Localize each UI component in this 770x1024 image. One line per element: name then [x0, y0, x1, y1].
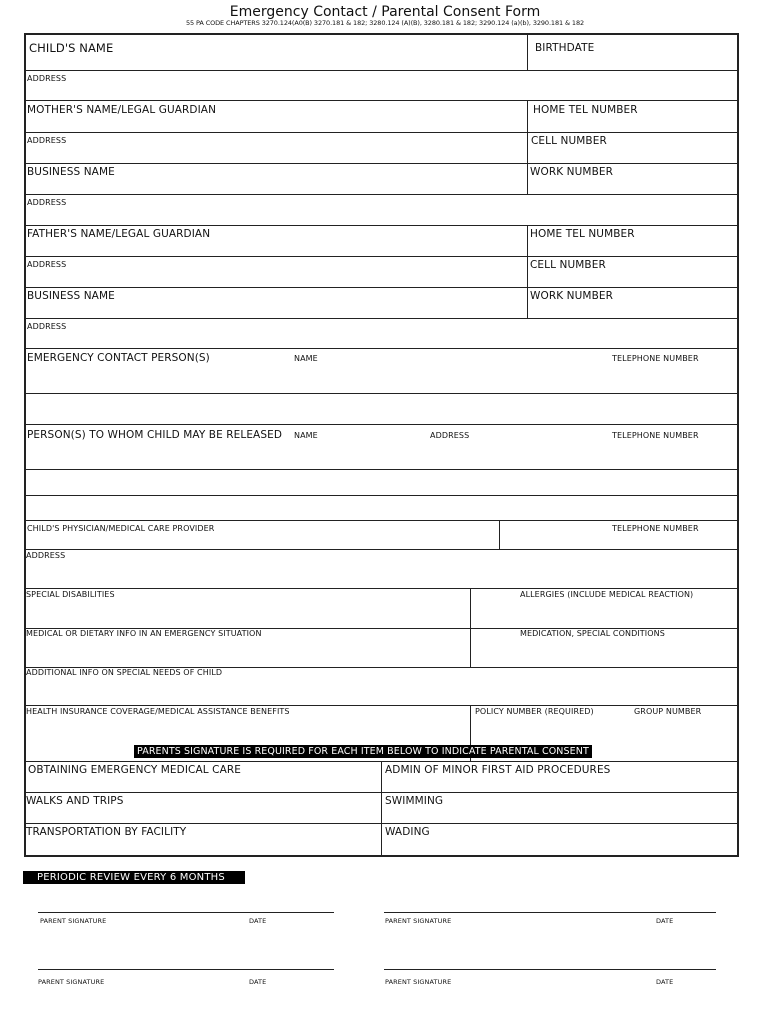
signature-line [384, 969, 716, 970]
childs-name-label: CHILD'S NAME [29, 41, 114, 55]
additional-info-label: ADDITIONAL INFO ON SPECIAL NEEDS OF CHILD [26, 668, 223, 677]
row-line [24, 163, 738, 164]
release-address-label: ADDRESS [430, 431, 470, 440]
signature-line [38, 912, 334, 913]
row-line [24, 194, 738, 195]
emergency-tel-label: TELEPHONE NUMBER [612, 354, 699, 363]
top-border [24, 33, 738, 35]
mother-work-label: WORK NUMBER [530, 166, 613, 178]
child-address-label: ADDRESS [27, 74, 67, 83]
mother-home-tel-label: HOME TEL NUMBER [533, 104, 638, 116]
row-line [24, 256, 738, 257]
physician-label: CHILD'S PHYSICIAN/MEDICAL CARE PROVIDER [27, 524, 215, 533]
col-divider [499, 520, 500, 549]
father-cell-label: CELL NUMBER [530, 259, 606, 271]
parent-signature-label: PARENT SIGNATURE [385, 978, 452, 986]
col-divider [527, 100, 528, 194]
col-divider [527, 33, 528, 70]
consent-emergency-care: OBTAINING EMERGENCY MEDICAL CARE [28, 764, 241, 776]
date-label: DATE [656, 978, 674, 986]
signature-line [38, 969, 334, 970]
row-line [24, 705, 738, 706]
right-border [737, 33, 739, 857]
group-number-label: GROUP NUMBER [634, 707, 702, 716]
parent-signature-label: PARENT SIGNATURE [385, 917, 452, 925]
policy-number-label: POLICY NUMBER (REQUIRED) [475, 707, 594, 716]
release-tel-label: TELEPHONE NUMBER [612, 431, 699, 440]
dietary-info-label: MEDICAL OR DIETARY INFO IN AN EMERGENCY SITUATION [26, 629, 262, 638]
father-business-address-label: ADDRESS [27, 322, 67, 331]
father-address-label: ADDRESS [27, 260, 67, 269]
col-divider [527, 225, 528, 318]
row-line [24, 393, 738, 394]
mother-name-label: MOTHER'S NAME/LEGAL GUARDIAN [27, 104, 217, 116]
mother-cell-label: CELL NUMBER [531, 135, 607, 147]
row-line [24, 588, 738, 589]
form-title: Emergency Contact / Parental Consent Form [229, 4, 541, 20]
special-disabilities-label: SPECIAL DISABILITIES [26, 590, 115, 599]
periodic-review-banner: PERIODIC REVIEW EVERY 6 MONTHS [23, 871, 245, 884]
birthdate-label: BIRTHDATE [535, 42, 595, 54]
row-line [24, 70, 738, 71]
consent-banner: PARENTS SIGNATURE IS REQUIRED FOR EACH ITEM BELOW TO INDICATE PARENTAL CONSENT [134, 745, 592, 758]
consent-wading: WADING [385, 826, 430, 838]
parent-signature-label: PARENT SIGNATURE [38, 978, 105, 986]
row-line [24, 424, 738, 425]
signature-line [384, 912, 716, 913]
row-line [24, 469, 738, 470]
consent-transportation: TRANSPORTATION BY FACILITY [26, 826, 187, 838]
father-name-label: FATHER'S NAME/LEGAL GUARDIAN [27, 228, 211, 240]
row-line [24, 520, 738, 521]
date-label: DATE [249, 978, 267, 986]
row-line [24, 132, 738, 133]
father-business-label: BUSINESS NAME [27, 290, 115, 302]
row-line [24, 549, 738, 550]
col-divider [381, 761, 382, 855]
release-name-label: NAME [294, 431, 318, 440]
emergency-name-label: NAME [294, 354, 318, 363]
consent-swimming: SWIMMING [385, 795, 444, 807]
consent-walks-trips: WALKS AND TRIPS [26, 795, 124, 807]
row-line [24, 348, 738, 349]
father-work-label: WORK NUMBER [530, 290, 613, 302]
row-line [24, 287, 738, 288]
mother-address-label: ADDRESS [27, 136, 67, 145]
physician-address-label: ADDRESS [26, 551, 66, 560]
left-border [24, 33, 26, 857]
row-line [24, 318, 738, 319]
parent-signature-label: PARENT SIGNATURE [40, 917, 107, 925]
bottom-border [24, 855, 738, 857]
consent-first-aid: ADMIN OF MINOR FIRST AID PROCEDURES [385, 764, 611, 776]
mother-business-label: BUSINESS NAME [27, 166, 115, 178]
col-divider [470, 588, 471, 667]
emergency-contact-label: EMERGENCY CONTACT PERSON(S) [27, 352, 210, 364]
release-persons-label: PERSON(S) TO WHOM CHILD MAY BE RELEASED [27, 429, 283, 441]
row-line [24, 100, 738, 101]
date-label: DATE [656, 917, 674, 925]
date-label: DATE [249, 917, 267, 925]
insurance-label: HEALTH INSURANCE COVERAGE/MEDICAL ASSISTANCE BENEFITS [26, 707, 290, 716]
allergies-label: ALLERGIES (INCLUDE MEDICAL REACTION) [520, 590, 694, 599]
row-line [24, 225, 738, 226]
father-home-tel-label: HOME TEL NUMBER [530, 228, 635, 240]
row-line [24, 495, 738, 496]
physician-tel-label: TELEPHONE NUMBER [612, 524, 699, 533]
form-subtitle: 55 PA CODE CHAPTERS 3270.124(A0(B) 3270.181 & 182; 3280.124 (A)(B), 3280.181 & 182; 3290.124 (a)(b), 3290.181 & 182 [185, 19, 585, 27]
medication-label: MEDICATION, SPECIAL CONDITIONS [520, 629, 665, 638]
mother-business-address-label: ADDRESS [27, 198, 67, 207]
